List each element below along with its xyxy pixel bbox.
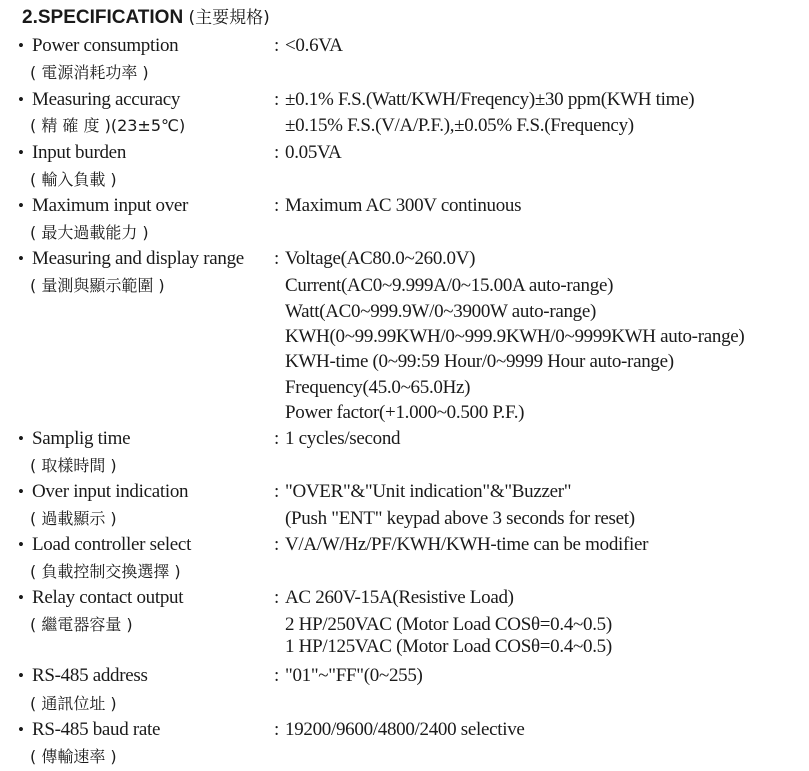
spec-label-maximum-input-over: Maximum input over bbox=[32, 195, 189, 216]
spec-sublabel: ( 通訊位址 ) bbox=[30, 694, 117, 713]
spec-value: Current(AC0~9.999A/0~15.00A auto-range) bbox=[285, 275, 614, 296]
colon: : bbox=[274, 587, 279, 608]
spec-value: ±0.1% F.S.(Watt/KWH/Freqency)±30 ppm(KWH time) bbox=[285, 89, 695, 110]
bullet: • bbox=[18, 720, 24, 739]
colon: : bbox=[274, 142, 279, 163]
spec-value: V/A/W/Hz/PF/KWH/KWH-time can be modifier bbox=[285, 534, 649, 555]
spec-value: (Push "ENT" keypad above 3 seconds for reset) bbox=[285, 508, 635, 529]
bullet: • bbox=[18, 429, 24, 448]
bullet: • bbox=[18, 249, 24, 268]
spec-value: KWH(0~99.99KWH/0~999.9KWH/0~9999KWH auto-range) bbox=[285, 326, 745, 347]
bullet: • bbox=[18, 588, 24, 607]
colon: : bbox=[274, 35, 279, 56]
spec-sublabel: ( 電源消耗功率 ) bbox=[30, 63, 149, 82]
spec-value: KWH-time (0~99:59 Hour/0~9999 Hour auto-range) bbox=[285, 351, 674, 372]
spec-value: <0.6VA bbox=[285, 35, 343, 56]
spec-label-sampling-time: Samplig time bbox=[32, 428, 131, 449]
spec-label-load-controller-select: Load controller select bbox=[32, 534, 192, 555]
spec-label-over-input-indication: Over input indication bbox=[32, 481, 189, 502]
spec-value: Frequency(45.0~65.0Hz) bbox=[285, 377, 471, 398]
colon: : bbox=[274, 534, 279, 555]
bullet: • bbox=[18, 36, 24, 55]
spec-sublabel: ( 繼電器容量 ) bbox=[30, 615, 133, 634]
spec-sublabel: ( 輸入負載 ) bbox=[30, 170, 117, 189]
colon: : bbox=[274, 248, 279, 269]
spec-value: AC 260V-15A(Resistive Load) bbox=[285, 587, 514, 608]
colon: : bbox=[274, 665, 279, 686]
spec-sublabel: ( 量測與顯示範圍 ) bbox=[30, 276, 165, 295]
spec-value: "OVER"&"Unit indication"&"Buzzer" bbox=[285, 481, 572, 502]
section-heading bbox=[22, 3, 270, 29]
spec-value: 1 cycles/second bbox=[285, 428, 401, 449]
bullet: • bbox=[18, 535, 24, 554]
spec-value: Voltage(AC80.0~260.0V) bbox=[285, 248, 476, 269]
spec-label-input-burden: Input burden bbox=[32, 142, 127, 163]
spec-value: 2 HP/250VAC (Motor Load COSθ=0.4~0.5) bbox=[285, 614, 612, 635]
colon: : bbox=[274, 428, 279, 449]
spec-label-rs485-address: RS-485 address bbox=[32, 665, 148, 686]
spec-value: 1 HP/125VAC (Motor Load COSθ=0.4~0.5) bbox=[285, 636, 612, 657]
spec-sublabel: ( 最大過載能力 ) bbox=[30, 223, 149, 242]
spec-value: Watt(AC0~999.9W/0~3900W auto-range) bbox=[285, 301, 597, 322]
spec-value: ±0.15% F.S.(V/A/P.F.),±0.05% F.S.(Frequency) bbox=[285, 115, 634, 136]
spec-value: 0.05VA bbox=[285, 142, 342, 163]
spec-sublabel: ( 負載控制交換選擇 ) bbox=[30, 562, 181, 581]
spec-label-power-consumption: Power consumption bbox=[32, 35, 179, 56]
spec-value: Maximum AC 300V continuous bbox=[285, 195, 522, 216]
colon: : bbox=[274, 481, 279, 502]
bullet: • bbox=[18, 196, 24, 215]
bullet: • bbox=[18, 143, 24, 162]
colon: : bbox=[274, 195, 279, 216]
colon: : bbox=[274, 719, 279, 740]
spec-label-rs485-baud-rate: RS-485 baud rate bbox=[32, 719, 161, 740]
bullet: • bbox=[18, 482, 24, 501]
spec-value: 19200/9600/4800/2400 selective bbox=[285, 719, 525, 740]
spec-label-measuring-display-range: Measuring and display range bbox=[32, 248, 244, 269]
section-heading-main: 2.SPECIFICATION bbox=[22, 7, 184, 28]
bullet: • bbox=[18, 90, 24, 109]
spec-sublabel: ( 傳輸速率 ) bbox=[30, 747, 117, 766]
colon: : bbox=[274, 89, 279, 110]
spec-sublabel: ( 取樣時間 ) bbox=[30, 456, 117, 475]
spec-label-measuring-accuracy: Measuring accuracy bbox=[32, 89, 181, 110]
spec-value: "01"~"FF"(0~255) bbox=[285, 665, 423, 686]
section-heading-subtitle: (主要規格) bbox=[188, 8, 270, 28]
spec-sublabel: ( 精 確 度 )(23±5℃) bbox=[30, 116, 186, 135]
spec-label-relay-contact-output: Relay contact output bbox=[32, 587, 184, 608]
bullet: • bbox=[18, 666, 24, 685]
spec-value: Power factor(+1.000~0.500 P.F.) bbox=[285, 402, 525, 423]
spec-sublabel: ( 過載顯示 ) bbox=[30, 509, 117, 528]
